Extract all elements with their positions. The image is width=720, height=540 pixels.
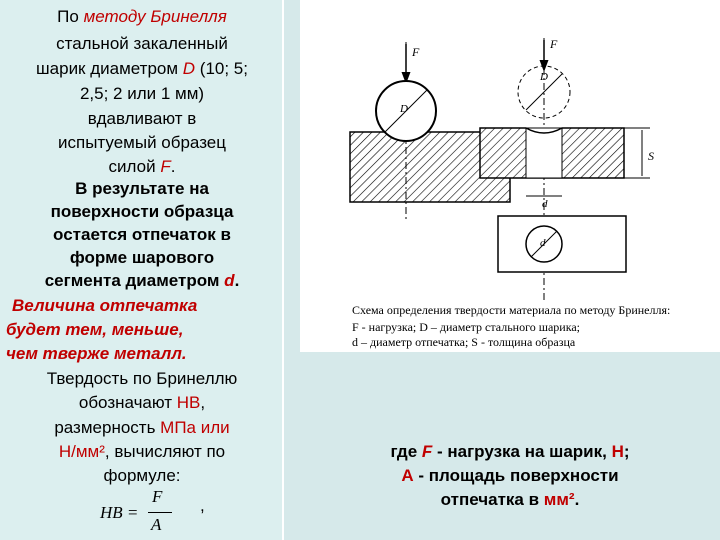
text-line-5: вдавливают в xyxy=(87,109,197,128)
formula-numerator: F xyxy=(152,487,163,506)
formula-lhs: HB = xyxy=(100,503,139,522)
formula-denominator: A xyxy=(151,515,162,534)
text-line-15: чем тверже металл. xyxy=(6,344,187,363)
text-line-19: Н/мм², вычисляют по xyxy=(58,442,226,461)
text-line-14: будет тем, меньше, xyxy=(6,320,184,339)
label-D-right: D xyxy=(540,71,548,83)
right-line-2: А - площадь поверхности xyxy=(401,466,619,485)
label-d-top: d xyxy=(542,198,548,210)
method-name: методу Бринелля xyxy=(83,7,227,26)
text-line-9: поверхности образца xyxy=(50,202,234,221)
text-line-10: остается отпечаток в xyxy=(53,225,231,244)
text-line-4: 2,5; 2 или 1 мм) xyxy=(79,84,205,103)
right-line-1: где F - нагрузка на шарик, Н; xyxy=(390,442,630,461)
text-line-7: силой F. xyxy=(108,157,176,176)
text-line-6: испытуемый образец xyxy=(58,133,226,152)
label-F-right: F xyxy=(550,37,558,51)
text-line-20: формуле: xyxy=(103,466,181,485)
formula-comma: , xyxy=(200,496,205,515)
text-line-8: В результате на xyxy=(75,179,209,198)
label-D-left: D xyxy=(400,103,408,115)
text-line-3: шарик диаметром D (10; 5; xyxy=(36,59,248,78)
right-line-3: отпечатка в мм². xyxy=(440,490,580,509)
text-line-1: По методу Бринелля xyxy=(57,7,227,26)
text-line-13: Величина отпечатка xyxy=(12,296,198,315)
imprint-column xyxy=(526,128,562,178)
text-line-17: обозначают НВ, xyxy=(78,393,206,412)
label-S: S xyxy=(648,149,654,163)
text-line-12: сегмента диаметром d. xyxy=(44,271,240,290)
brinell-diagram xyxy=(300,0,720,300)
text-line-16: Твердость по Бринеллю xyxy=(46,369,238,388)
figure-caption-1: Схема определения твердости материала по методу Бринелля: xyxy=(352,303,671,317)
text-line-18: размерность МПа или xyxy=(54,418,230,437)
figure-caption-3: d – диаметр отпечатка; S - толщина образца xyxy=(352,335,576,349)
text-line-2: стальной закаленный xyxy=(56,34,228,53)
figure-caption-2: F - нагрузка; D – диаметр стального шарика; xyxy=(352,320,581,334)
label-d-bottom: d xyxy=(540,237,546,249)
label-F-left: F xyxy=(412,45,420,59)
text-line-11: форме шарового xyxy=(69,248,215,267)
formula-fraction-bar xyxy=(148,512,172,513)
